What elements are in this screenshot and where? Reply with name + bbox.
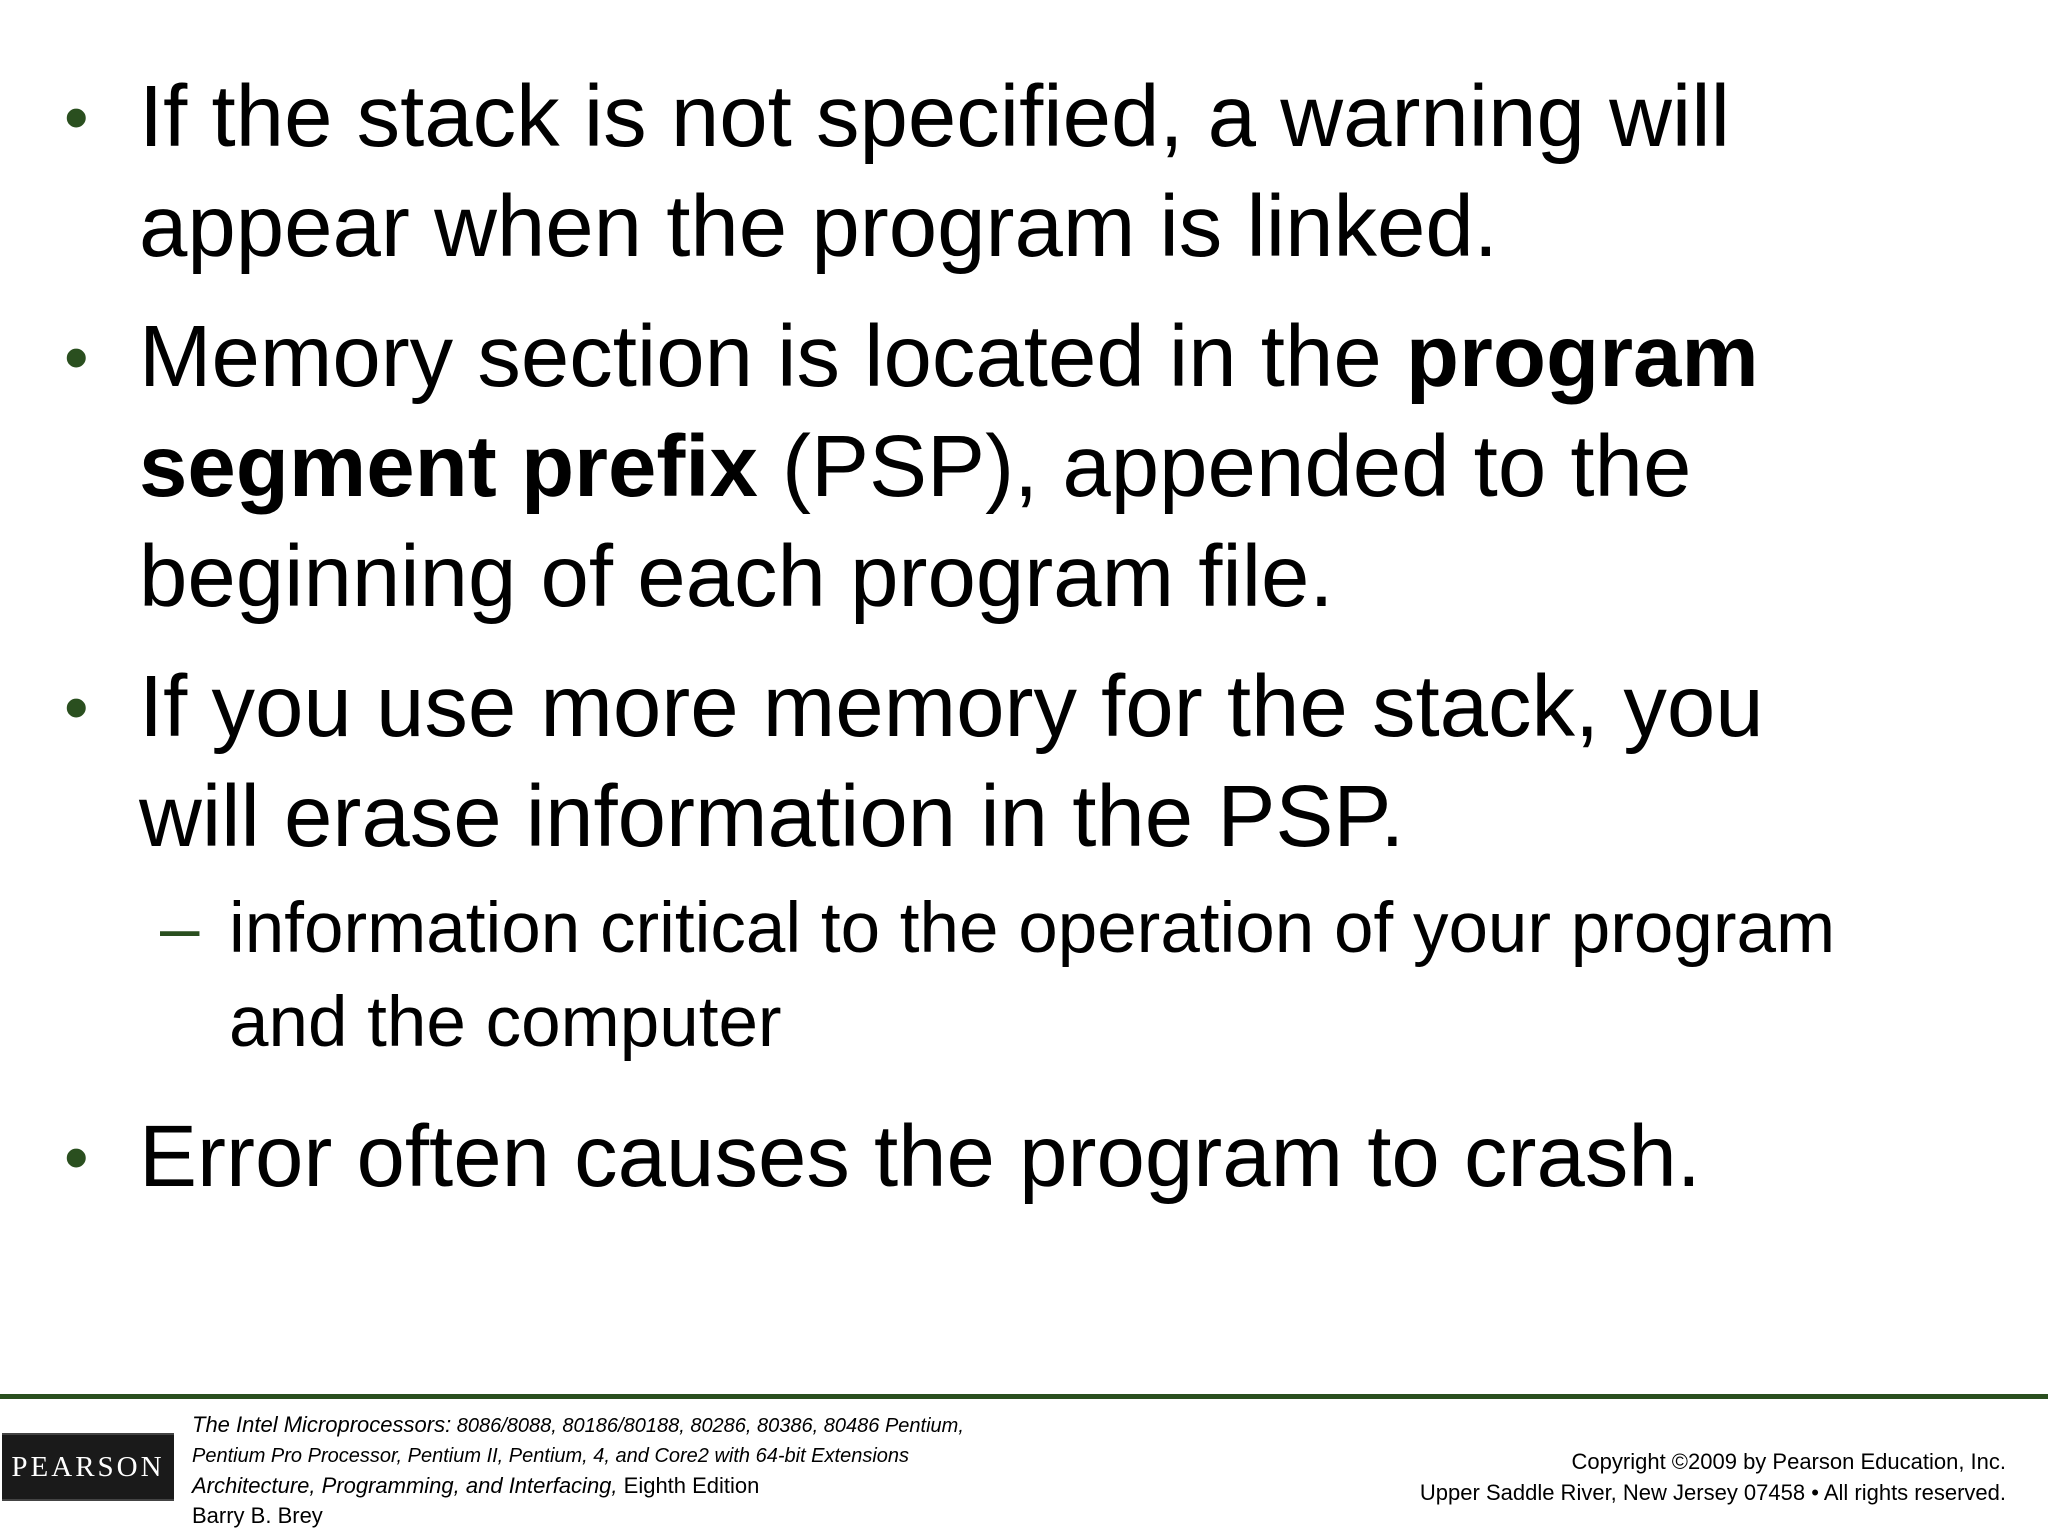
book-series: Architecture, Programming, and Interfacing, bbox=[192, 1473, 618, 1498]
bullet-marker: • bbox=[64, 668, 89, 746]
sub-bullet-marker: – bbox=[160, 889, 200, 968]
bullet-stack-warning bbox=[0, 62, 1899, 282]
book-author: Barry B. Brey bbox=[192, 1503, 323, 1528]
bullet-marker: • bbox=[64, 1118, 89, 1196]
bullet-text: If you use more memory for the stack, you will erase information in the PSP. bbox=[139, 658, 1764, 865]
bullet-crash bbox=[0, 1102, 1899, 1212]
book-line-1 bbox=[192, 1410, 1192, 1441]
book-title: The Intel Microprocessors: bbox=[192, 1412, 452, 1437]
bullet-marker: • bbox=[64, 78, 89, 156]
copyright-notice bbox=[1106, 1446, 2006, 1508]
bullet-text: Error often causes the program to crash. bbox=[139, 1108, 1701, 1205]
sub-bullet-critical-info bbox=[0, 882, 1879, 1070]
copyright-line-2: Upper Saddle River, New Jersey 07458 • All rights reserved. bbox=[1419, 1480, 2006, 1505]
bullet-psp bbox=[0, 302, 1899, 632]
copyright-line-1: Copyright ©2009 by Pearson Education, Inc. bbox=[1571, 1449, 2006, 1474]
bullet-text: (PSP), appended to the beginning of each program file. bbox=[139, 418, 1692, 625]
pearson-logo bbox=[2, 1433, 174, 1501]
bullet-marker: • bbox=[64, 318, 89, 396]
book-subtitle: 8086/8088, 80186/80188, 80286, 80386, 80486 Pentium, bbox=[451, 1415, 964, 1437]
bullet-text: If the stack is not specified, a warning will appear when the program is linked. bbox=[139, 68, 1730, 275]
book-edition: Eighth Edition bbox=[617, 1473, 760, 1498]
sub-bullet-text: information critical to the operation of your program and the computer bbox=[229, 889, 1836, 1062]
footer-divider bbox=[0, 1394, 2048, 1399]
book-line-3 bbox=[192, 1471, 1192, 1501]
logo-text: PEARSON bbox=[11, 1450, 165, 1483]
bullet-bold-term: program segment prefix bbox=[139, 308, 1759, 515]
bullet-text: Memory section is located in the bbox=[139, 308, 1406, 405]
bullet-erase-psp bbox=[0, 652, 1899, 872]
slide-content bbox=[0, 62, 2048, 1232]
book-line-2: Pentium Pro Processor, Pentium II, Pentium, 4, and Core2 with 64-bit Extensions bbox=[192, 1445, 910, 1467]
book-citation bbox=[192, 1410, 1192, 1531]
